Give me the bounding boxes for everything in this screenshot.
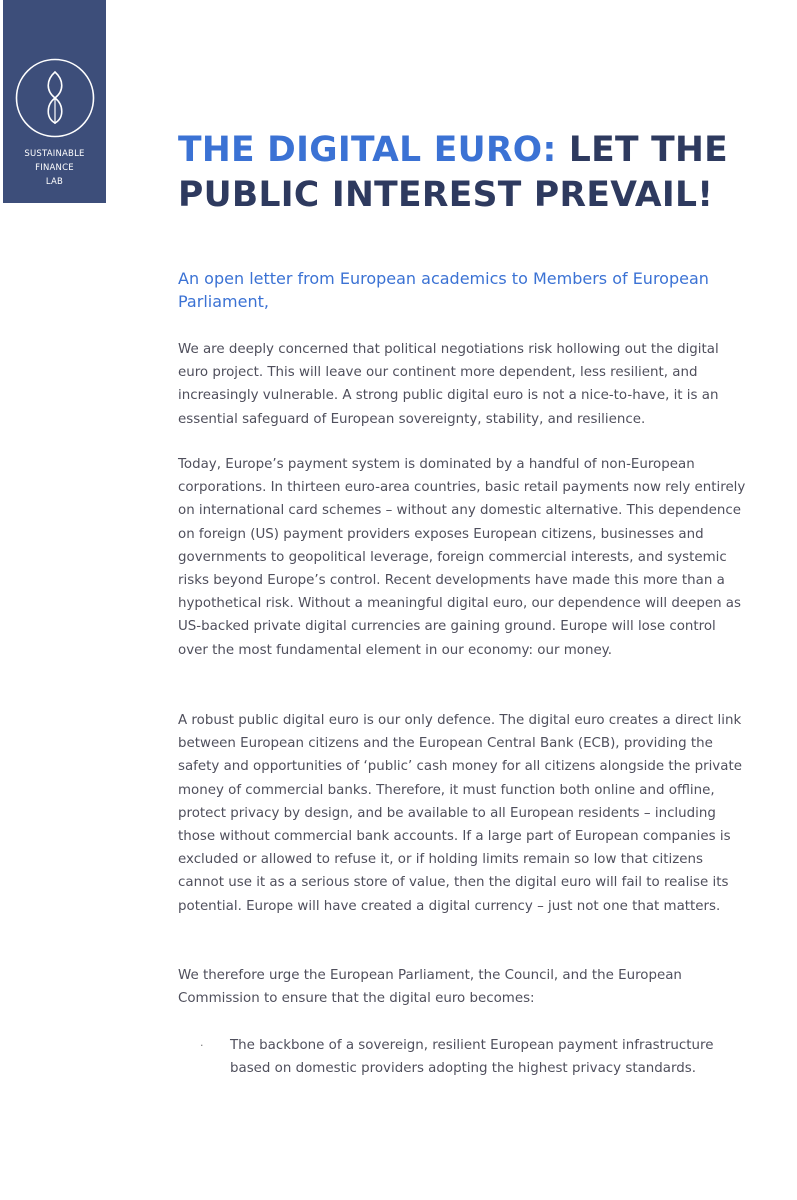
bullet-dot-icon: · [200,1039,204,1052]
title-rest: LET THE PUBLIC INTEREST PREVAIL! [178,130,729,215]
bullet-text: The backbone of a sovereign, resilient European payment infrastructure based on domestic providers adopting the highest privacy standards. [230,1038,714,1077]
paragraph-4: We therefore urge the European Parliament, the Council, and the European Commission to ensure that the digital euro becomes: [178,968,682,1007]
subtitle: An open letter from European academics to Members of European Parliament, [178,269,709,311]
logo [3,0,106,203]
logo-text [3,147,106,189]
logo-line-2: FINANCE [35,163,74,173]
leaf-loop-icon [15,58,95,138]
paragraph-2: Today, Europe’s payment system is dominated by a handful of non-European corporations. In thirteen euro-area countries, basic retail payments now rely entirely on international card schemes – without any domestic alternative. This dependence on foreign (US) payment providers exposes European citizens, businesses and governments to geopolitical leverage, foreign commercial interests, and systemic risks beyond Europe’s control. Recent developments have made this more than a hypothetical risk. Without a meaningful digital euro, our dependence will deepen as US-backed private digital currencies are gaining ground. Europe will lose control over the most fundamental element in our economy: our money. [178,457,746,658]
title-accent: THE DIGITAL EURO: [178,130,557,170]
logo-line-1: SUSTAINABLE [24,149,85,159]
paragraph-1: We are deeply concerned that political negotiations risk hollowing out the digital euro project. This will leave our continent more dependent, less resilient, and increasingly vulnerable. A strong public digital euro is not a nice-to-have, it is an essential safeguard of European sovereignty, stability, and resilience. [178,342,719,427]
paragraph-3: A robust public digital euro is our only defence. The digital euro creates a direct link between European citizens and the European Central Bank (ECB), providing the safety and opportunities of ‘public’ cash money for all citizens alongside the private money of commercial banks. Therefore, it must function both online and offline, protect privacy by design, and be available to all European residents – including those without commercial bank accounts. If a large part of European companies is excluded or allowed to refuse it, or if holding limits remain so low that citizens cannot use it as a serious store of value, then the digital euro will fail to realise its potential. Europe will have created a digital currency – just not one that matters. [178,713,742,914]
page-title [178,128,778,218]
logo-line-3: LAB [45,177,64,187]
